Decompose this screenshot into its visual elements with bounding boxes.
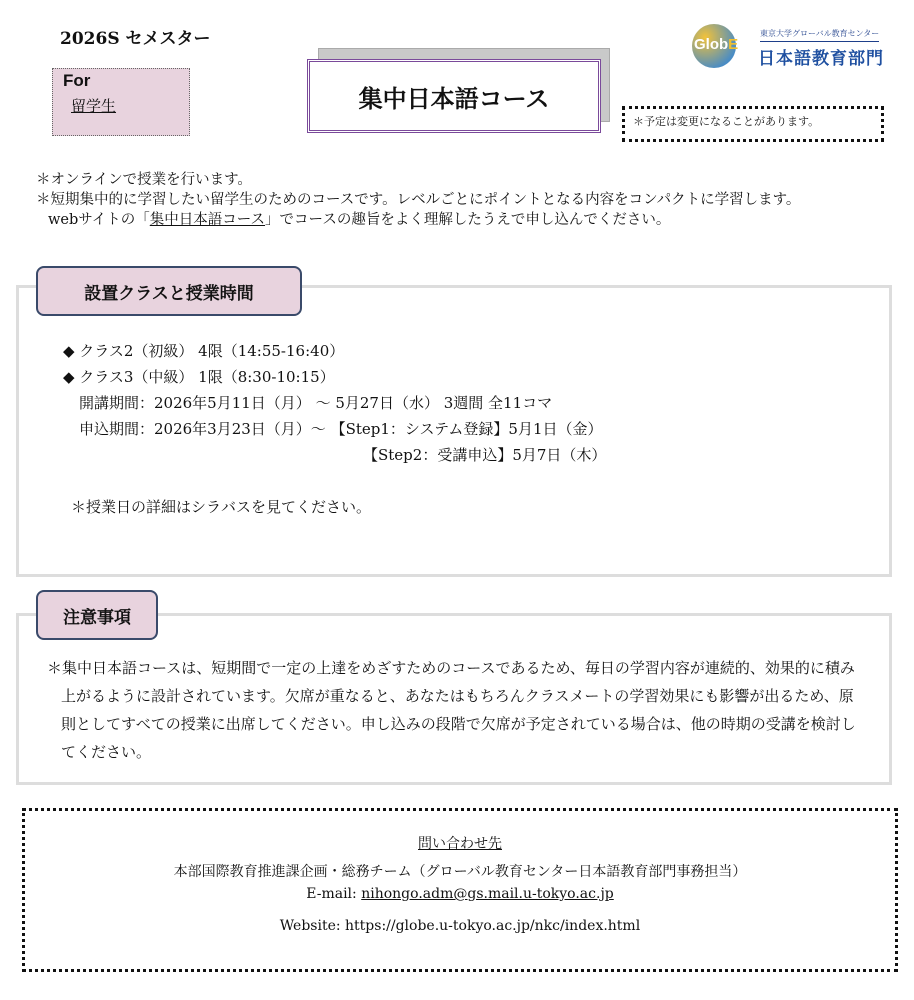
intro-line: ＊オンラインで授業を行います。 — [36, 172, 252, 188]
course-link[interactable]: 集中日本語コース — [149, 212, 266, 228]
audience-label: 留学生 — [71, 97, 117, 115]
intro-text: 」でコースの趣旨をよく理解したうえで申し込んでください。 — [265, 212, 671, 228]
contact-email-row — [25, 886, 895, 902]
contact-team: 本部国際教育推進課企画・総務チーム（グローバル教育センター日本語教育部門事務担当） — [173, 864, 747, 880]
audience-box — [52, 68, 190, 136]
intro — [36, 170, 800, 230]
for-label: For — [63, 71, 91, 90]
logo-dept: 日本語教育部門 — [758, 49, 884, 69]
page-title: 集中日本語コース — [307, 59, 601, 133]
logo-wordmark: GlobE — [694, 36, 739, 53]
semester-label: 2026S セメスター — [60, 29, 211, 49]
email-link[interactable]: nihongo.adm@gs.mail.u-tokyo.ac.jp — [361, 886, 614, 902]
schedule-panel — [16, 285, 892, 577]
logo-org: 東京大学グローバル教育センター — [760, 28, 879, 42]
website-link[interactable]: Website: https://globe.u-tokyo.ac.jp/nkc/index.html — [279, 918, 641, 934]
contact-box — [22, 808, 898, 972]
schedule-line: 開講期間：2026年5月11日（月） ～ 5月27日（水） 3週間 全11コマ — [79, 394, 553, 412]
caution-heading: 注意事項 — [36, 590, 158, 640]
caution-text: ＊集中日本語コースは、短期間で一定の上達をめざすためのコースであるため、毎日の学習内容が連続的、効果的に積み上がるように設計されています。欠席が重なると、あなたはもちろんクラスメートの学習効果にも影響が出るため、原則としてすべての授業に出席してください。申し込みの段階で欠席が予定されている場合は、他の時期の受講を検討してください。 — [47, 659, 856, 761]
schedule-line: ＊授業日の詳細はシラバスを見てください。 — [71, 498, 372, 516]
schedule-line: 【Step2：受講申込】5月7日（木） — [363, 446, 607, 464]
schedule-line: ◆ クラス2（初級） 4限（14:55-16:40） — [63, 342, 345, 360]
email-label: E-mail: — [306, 886, 362, 902]
schedule-content — [63, 338, 883, 520]
schedule-heading: 設置クラスと授業時間 — [36, 266, 302, 316]
intro-text: webサイトの「 — [48, 212, 150, 228]
intro-line — [36, 210, 800, 230]
schedule-line: 申込期間：2026年3月23日（月）～ 【Step1：システム登録】5月1日（金） — [79, 420, 603, 438]
intro-line: ＊短期集中的に学習したい留学生のためのコースです。レベルごとにポイントとなる内容をコンパクトに学習します。 — [36, 192, 801, 208]
change-notice: ＊予定は変更になることがあります。 — [622, 106, 884, 142]
contact-heading: 問い合わせ先 — [418, 836, 502, 852]
schedule-line: ◆ クラス3（中級） 1限（8:30-10:15） — [63, 368, 335, 386]
